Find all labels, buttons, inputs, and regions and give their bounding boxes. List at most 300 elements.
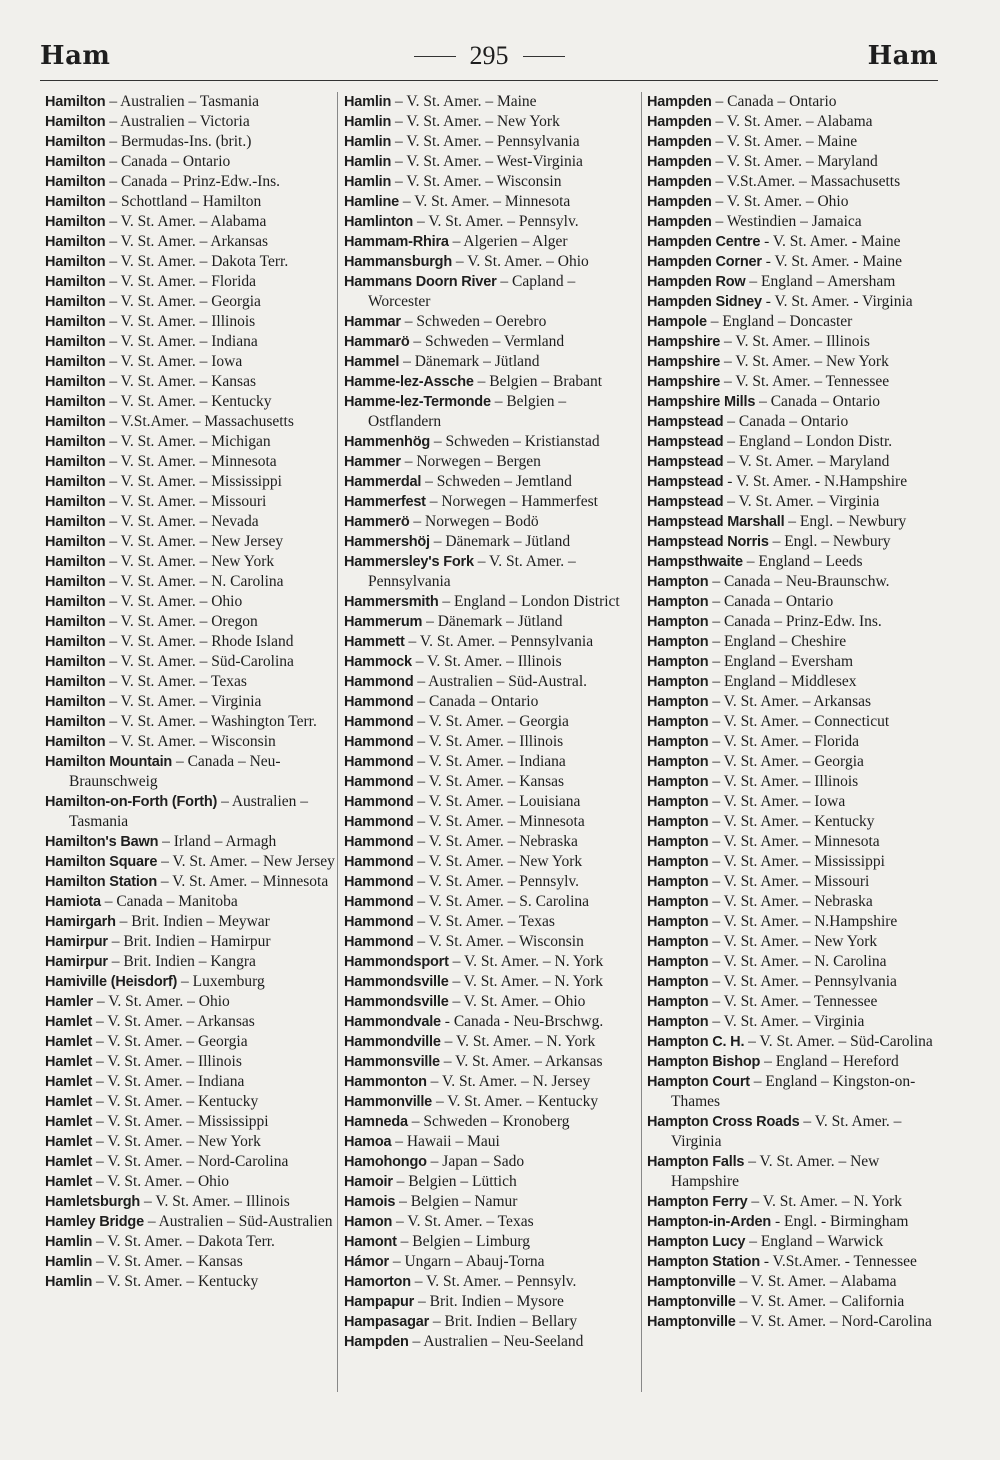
entry-location: – V. St. Amer. – Illinois: [411, 653, 562, 670]
entry-location: – Canada – Prinz-Edw.-Ins.: [105, 173, 281, 190]
entry-location: – V. St. Amer. – Arkansas: [439, 1053, 603, 1070]
gazetteer-entry: [647, 1012, 943, 1032]
entry-term: Hamlinton: [344, 214, 414, 230]
gazetteer-entry: [647, 1272, 943, 1292]
entry-term: Hamilton: [45, 454, 106, 470]
entry-term: Hampton: [647, 794, 709, 810]
entry-term: Hamlet: [45, 1174, 93, 1190]
entry-location: – V. St. Amer. – Nord-Carolina: [92, 1153, 289, 1170]
gazetteer-entry: [45, 1172, 341, 1192]
gazetteer-entry: [344, 252, 640, 272]
entry-term: Hamilton: [45, 514, 106, 530]
gazetteer-entry: [45, 752, 341, 792]
entry-term: Hammondsville: [344, 974, 449, 990]
entry-location: – V. St. Amer. – Maryland: [723, 453, 890, 470]
entry-term: Hamlet: [45, 1074, 93, 1090]
entry-term: Hampton Bishop: [647, 1054, 761, 1070]
entry-location: – V. St. Amer. – Arkansas: [105, 233, 269, 250]
gazetteer-entry: [45, 352, 341, 372]
gazetteer-entry: [45, 1092, 341, 1112]
gazetteer-entry: [45, 1152, 341, 1172]
entry-term: Hampton: [647, 914, 709, 930]
gazetteer-entry: [344, 452, 640, 472]
entry-location: – V. St. Amer. – S. Carolina: [413, 893, 590, 910]
gazetteer-entry: [647, 1152, 943, 1192]
entry-location: – V. St. Amer. – Kentucky: [92, 1093, 259, 1110]
entry-term: Hammett: [344, 634, 405, 650]
gazetteer-entry: [647, 132, 943, 152]
entry-location: – Canada – Ontario: [723, 413, 849, 430]
gazetteer-entry: [45, 732, 341, 752]
entry-term: Hampden Corner: [647, 254, 762, 270]
entry-location: – V. St. Amer. – New York: [92, 1133, 261, 1150]
entry-location: – V. St. Amer. – Pennsylvania: [391, 133, 580, 150]
entry-location: – V. St. Amer. – Maine: [391, 93, 537, 110]
entry-location: – V. St. Amer. – Minnesota: [399, 193, 571, 210]
gazetteer-entry: [45, 412, 341, 432]
entry-location: – England – Cheshire: [708, 633, 847, 650]
gazetteer-entry: [647, 752, 943, 772]
entry-location: – V. St. Amer. – Virginia: [723, 493, 880, 510]
entry-term: Hamilton: [45, 474, 106, 490]
page-number: 295: [469, 41, 509, 70]
entry-location: – Canada – Ontario: [711, 93, 837, 110]
entry-term: Hampton: [647, 854, 709, 870]
entry-term: Hamilton: [45, 374, 106, 390]
entry-location: – Schweden – Vermland: [409, 333, 565, 350]
gazetteer-entry: [45, 672, 341, 692]
entry-location: – Belgien – Lüttich: [392, 1173, 517, 1190]
gazetteer-entry: [344, 992, 640, 1012]
gazetteer-entry: [647, 712, 943, 732]
entry-location: – V. St. Amer. – N.Hampshire: [708, 913, 898, 930]
entry-term: Hamilton: [45, 214, 106, 230]
gazetteer-entry: [45, 652, 341, 672]
page-header: [40, 36, 938, 76]
entry-location: – V. St. Amer. – Virginia: [671, 1113, 902, 1150]
entry-term: Hammerdal: [344, 474, 422, 490]
gazetteer-entry: [647, 492, 943, 512]
entry-location: – V. St. Amer. – Maine: [711, 133, 858, 150]
entry-term: Hampden: [647, 194, 712, 210]
entry-location: – V.St.Amer. – Massachusetts: [105, 413, 294, 430]
entry-term: Hammersmith: [344, 594, 439, 610]
gazetteer-entry: [344, 1232, 640, 1252]
entry-term: Hampton: [647, 694, 709, 710]
entry-term: Hammans Doorn River: [344, 274, 497, 290]
entry-term: Hamilton: [45, 614, 106, 630]
gazetteer-entry: [344, 1152, 640, 1172]
entry-term: Hamoa: [344, 1134, 392, 1150]
gazetteer-entry: [647, 1112, 943, 1152]
entry-location: – V. St. Amer. – Florida: [708, 733, 860, 750]
entry-term: Hamirpur: [45, 934, 108, 950]
entry-location: – England – Hereford: [760, 1053, 899, 1070]
gazetteer-entry: [344, 1032, 640, 1052]
entry-term: Hampton: [647, 734, 709, 750]
entry-location: – V. St. Amer. – Georgia: [413, 713, 569, 730]
entry-term: Hammond: [344, 674, 414, 690]
entry-term: Hammond: [344, 914, 414, 930]
entry-location: – V. St. Amer. – Mississippi: [92, 1113, 269, 1130]
entry-term: Hamilton: [45, 294, 106, 310]
entry-location: – V. St. Amer. – Illinois: [708, 773, 859, 790]
entry-term: Hampstead: [647, 414, 724, 430]
entry-location: – V. St. Amer. – Wisconsin: [391, 173, 562, 190]
entry-location: – V. St. Amer. – Ohio: [92, 1173, 229, 1190]
entry-term: Hammerfest: [344, 494, 426, 510]
entry-term: Hamlin: [344, 94, 392, 110]
column-2: [344, 92, 640, 1352]
entry-location: – England – Middlesex: [708, 673, 857, 690]
entry-location: – England – Doncaster: [706, 313, 853, 330]
entry-location: – V. St. Amer. – Georgia: [105, 293, 261, 310]
entry-location: – Brit. Indien – Bellary: [429, 1313, 578, 1330]
entry-location: – Australien – Victoria: [105, 113, 250, 130]
entry-location: – V. St. Amer. – Illinois: [720, 333, 870, 350]
entry-location: – V. St. Amer. – Washington Terr.: [105, 713, 317, 730]
entry-term: Hamilton's Bawn: [45, 834, 159, 850]
gazetteer-entry: [647, 732, 943, 752]
gazetteer-entry: [647, 252, 943, 272]
gazetteer-entry: [344, 1132, 640, 1152]
entry-term: Hamilton: [45, 494, 106, 510]
entry-location: – V. St. Amer. – Pennsylv.: [413, 213, 579, 230]
gazetteer-entry: [344, 652, 640, 672]
entry-location: – Canada – Ontario: [755, 393, 881, 410]
entry-term: Hamont: [344, 1234, 397, 1250]
gazetteer-entry: [344, 952, 640, 972]
entry-location: – Capland – Worcester: [368, 273, 576, 310]
entry-location: – Engl. – Newbury: [768, 533, 891, 550]
gazetteer-entry: [647, 652, 943, 672]
entry-location: – V. St. Amer. – N. York: [448, 953, 604, 970]
gazetteer-entry: [45, 512, 341, 532]
entry-term: Hamilton: [45, 734, 106, 750]
gazetteer-entry: [45, 952, 341, 972]
entry-location: – Schweden – Kronoberg: [407, 1113, 570, 1130]
gazetteer-entry: [647, 872, 943, 892]
entry-term: Hampton: [647, 934, 709, 950]
gazetteer-entry: [45, 152, 341, 172]
entry-location: – Canada – Neu-Braunschw.: [708, 573, 890, 590]
gazetteer-entry: [45, 92, 341, 112]
entry-location: – V. St. Amer. – Maryland: [711, 153, 878, 170]
entry-term: Hammar: [344, 314, 401, 330]
gazetteer-entry: [647, 972, 943, 992]
entry-location: – V. St. Amer. – New York: [413, 853, 583, 870]
gazetteer-entry: [344, 92, 640, 112]
gazetteer-entry: [647, 1212, 943, 1232]
entry-location: – England – Leeds: [742, 553, 863, 570]
gazetteer-entry: [45, 1252, 341, 1272]
gazetteer-entry: [344, 932, 640, 952]
entry-term: Hamlin: [344, 114, 392, 130]
entry-term: Hamptonville: [647, 1274, 736, 1290]
entry-location: – Westindien – Jamaica: [711, 213, 862, 230]
entry-term: Hampden: [647, 154, 712, 170]
entry-location: – Schweden – Oerebro: [400, 313, 547, 330]
entry-location: - Canada - Neu-Brschwg.: [440, 1013, 604, 1030]
entry-term: Hamilton Square: [45, 854, 158, 870]
entry-location: – V. St. Amer. – Nebraska: [413, 833, 578, 850]
entry-term: Hampton Lucy: [647, 1234, 746, 1250]
entry-term: Hampton: [647, 654, 709, 670]
entry-term: Hamon: [344, 1214, 393, 1230]
entry-location: – Canada – Ontario: [708, 593, 834, 610]
entry-location: – Engl. – Newbury: [784, 513, 907, 530]
entry-location: – Japan – Sado: [426, 1153, 525, 1170]
gazetteer-entry: [344, 632, 640, 652]
entry-term: Hamlin: [45, 1234, 93, 1250]
gazetteer-entry: [344, 672, 640, 692]
gazetteer-entry: [45, 612, 341, 632]
entry-location: – V. St. Amer. – Pennsylv.: [413, 873, 580, 890]
entry-term: Hamilton: [45, 534, 106, 550]
gazetteer-entry: [45, 1132, 341, 1152]
entry-term: Hampshire Mills: [647, 394, 756, 410]
entry-location: – V. St. Amer. – Florida: [105, 273, 257, 290]
entry-location: – V. St. Amer. – Oregon: [105, 613, 258, 630]
entry-location: – V. St. Amer. – Kansas: [413, 773, 565, 790]
gazetteer-entry: [344, 872, 640, 892]
entry-location: – Dänemark – Jütland: [399, 353, 540, 370]
entry-term: Hamilton-on-Forth (Forth): [45, 794, 218, 810]
entry-location: – V. St. Amer. – Louisiana: [413, 793, 581, 810]
entry-location: – V. St. Amer. – Pennsylvania: [404, 633, 594, 650]
gazetteer-entry: [45, 532, 341, 552]
gazetteer-entry: [344, 152, 640, 172]
entry-location: – V. St. Amer. – Arkansas: [92, 1013, 255, 1030]
entry-term: Hampton Cross Roads: [647, 1114, 800, 1130]
gazetteer-entry: [647, 692, 943, 712]
entry-term: Hamlin: [45, 1274, 93, 1290]
entry-term: Hampshire: [647, 354, 721, 370]
gazetteer-entry: [45, 912, 341, 932]
gazetteer-entry: [344, 232, 640, 252]
entry-location: - V. St. Amer. - Virginia: [761, 293, 913, 310]
gazetteer-entry: [344, 1192, 640, 1212]
gazetteer-entry: [344, 352, 640, 372]
gazetteer-entry: [344, 1112, 640, 1132]
column-1: [45, 92, 341, 1292]
entry-term: Hamilton: [45, 274, 106, 290]
gazetteer-entry: [45, 932, 341, 952]
entry-location: – V. St. Amer. – Texas: [413, 913, 555, 930]
gazetteer-entry: [647, 372, 943, 392]
entry-location: – Brit. Indien – Mysore: [414, 1293, 564, 1310]
entry-location: – V. St. Amer. – Pennsylvania: [368, 553, 576, 590]
gazetteer-entry: [647, 952, 943, 972]
gazetteer-entry: [647, 92, 943, 112]
entry-location: – Australien – Süd-Australien: [143, 1213, 333, 1230]
gazetteer-entry: [647, 172, 943, 192]
entry-location: – V. St. Amer. – Nevada: [105, 513, 259, 530]
entry-location: – V. St. Amer. – N. Carolina: [708, 953, 887, 970]
entry-location: – Belgien – Brabant: [473, 373, 603, 390]
entry-term: Hamois: [344, 1194, 396, 1210]
page-number-block: [414, 41, 565, 71]
entry-term: Hamilton: [45, 554, 106, 570]
gazetteer-entry: [45, 392, 341, 412]
entry-location: – England – Eversham: [708, 653, 854, 670]
gazetteer-entry: [344, 172, 640, 192]
entry-location: – V. St. Amer. – Dakota Terr.: [92, 1233, 275, 1250]
entry-term: Hampden: [344, 1334, 409, 1350]
entry-term: Hampton-in-Arden: [647, 1214, 772, 1230]
entry-location: – V. St. Amer. – Illinois: [140, 1193, 290, 1210]
entry-term: Hamilton Station: [45, 874, 157, 890]
entry-location: – V. St. Amer. – Mississippi: [708, 853, 885, 870]
entry-term: Hammondsville: [344, 994, 449, 1010]
gazetteer-entry: [647, 412, 943, 432]
gazetteer-entry: [45, 132, 341, 152]
gazetteer-entry: [647, 932, 943, 952]
entry-term: Hamilton: [45, 334, 106, 350]
gazetteer-entry: [647, 1292, 943, 1312]
gazetteer-entry: [647, 512, 943, 532]
entry-term: Hampton C. H.: [647, 1034, 745, 1050]
running-head-right: Ham: [867, 41, 938, 71]
entry-term: Hampton: [647, 574, 709, 590]
entry-location: – England – London District: [438, 593, 620, 610]
entry-term: Hammond: [344, 934, 414, 950]
entry-location: – V. St. Amer. – Kentucky: [708, 813, 875, 830]
entry-term: Hammam-Rhira: [344, 234, 449, 250]
entry-location: – V. St. Amer. – New Jersey: [105, 533, 284, 550]
gazetteer-entry: [647, 792, 943, 812]
entry-term: Hammershöj: [344, 534, 430, 550]
entry-term: Hampden Sidney: [647, 294, 762, 310]
entry-term: Hamptonville: [647, 1294, 736, 1310]
gazetteer-entry: [344, 1052, 640, 1072]
entry-location: – Schweden – Kristianstad: [430, 433, 600, 450]
entry-term: Hammel: [344, 354, 400, 370]
entry-location: – V. St. Amer. – Süd-Carolina: [105, 653, 294, 670]
entry-term: Hammond: [344, 754, 414, 770]
entry-term: Hampton: [647, 874, 709, 890]
gazetteer-entry: [344, 912, 640, 932]
entry-location: – V. St. Amer. – Missouri: [708, 873, 870, 890]
entry-location: – V. St. Amer. – Wisconsin: [105, 733, 276, 750]
gazetteer-entry: [344, 312, 640, 332]
entry-term: Hampton Court: [647, 1074, 750, 1090]
entry-location: – England – Warwick: [745, 1233, 884, 1250]
entry-term: Hampton: [647, 894, 709, 910]
gazetteer-entry: [647, 452, 943, 472]
entry-term: Hamley Bridge: [45, 1214, 144, 1230]
gazetteer-entry: [344, 772, 640, 792]
entry-term: Hamilton: [45, 714, 106, 730]
entry-term: Hammersley's Fork: [344, 554, 474, 570]
gazetteer-entry: [647, 852, 943, 872]
gazetteer-entry: [344, 332, 640, 352]
entry-location: – V. St. Amer. – Nord-Carolina: [735, 1313, 932, 1330]
gazetteer-entry: [344, 812, 640, 832]
gazetteer-entry: [647, 1032, 943, 1052]
entry-term: Hammond: [344, 774, 414, 790]
entry-location: – V. St. Amer. – Wisconsin: [413, 933, 584, 950]
entry-term: Hammerum: [344, 614, 423, 630]
entry-location: – Schweden – Jemtland: [421, 473, 572, 490]
entry-location: - V. St. Amer. - N.Hampshire: [723, 473, 908, 490]
entry-term: Hamohongo: [344, 1154, 427, 1170]
gazetteer-entry: [45, 332, 341, 352]
entry-location: – Belgien – Ostflandern: [368, 393, 567, 430]
gazetteer-entry: [45, 692, 341, 712]
gazetteer-entry: [647, 532, 943, 552]
entry-location: – V. St. Amer. – N. York: [440, 1033, 596, 1050]
entry-location: – V. St. Amer. – N. York: [448, 973, 604, 990]
entry-term: Hampshire: [647, 334, 721, 350]
entry-term: Hampstead: [647, 494, 724, 510]
entry-location: - V. St. Amer. - Maine: [760, 233, 901, 250]
gazetteer-entry: [647, 572, 943, 592]
entry-term: Hammond: [344, 894, 414, 910]
entry-location: – V. St. Amer. – New York: [105, 553, 275, 570]
gazetteer-entry: [45, 252, 341, 272]
entry-location: – V. St. Amer. – Ohio: [105, 593, 243, 610]
entry-location: - V.St.Amer. - Tennessee: [760, 1253, 917, 1270]
entry-location: – Schottland – Hamilton: [105, 193, 262, 210]
gazetteer-entry: [344, 1172, 640, 1192]
gazetteer-entry: [344, 472, 640, 492]
entry-term: Hamlet: [45, 1154, 93, 1170]
entry-location: – V. St. Amer. – Illinois: [413, 733, 564, 750]
entry-location: – V. St. Amer. – Virginia: [105, 693, 262, 710]
entry-term: Hampden Centre: [647, 234, 761, 250]
entry-location: – V. St. Amer. – Pennsylv.: [410, 1273, 577, 1290]
entry-location: – V. St. Amer. – Rhode Island: [105, 633, 294, 650]
entry-location: – Australien – Süd-Austral.: [413, 673, 587, 690]
entry-term: Hamilton Mountain: [45, 754, 173, 770]
entry-term: Hamilton: [45, 414, 106, 430]
entry-location: – V. St. Amer. – Ohio: [92, 993, 230, 1010]
entry-term: Hamirgarh: [45, 914, 116, 930]
gazetteer-entry: [344, 1092, 640, 1112]
entry-location: - Engl. - Birmingham: [771, 1213, 909, 1230]
entry-location: – V. St. Amer. – Kentucky: [105, 393, 272, 410]
column-divider-2: [641, 92, 642, 1392]
entry-term: Hampden: [647, 174, 712, 190]
entry-location: – V. St. Amer. – Virginia: [708, 1013, 865, 1030]
entry-term: Hammond: [344, 694, 414, 710]
entry-term: Hamlin: [344, 134, 392, 150]
entry-location: – Dänemark – Jütland: [422, 613, 563, 630]
entry-location: – V. St. Amer. – Tennessee: [720, 373, 890, 390]
entry-term: Hampstead: [647, 474, 724, 490]
entry-location: – Brit. Indien – Hamirpur: [107, 933, 271, 950]
entry-term: Hampton Station: [647, 1254, 760, 1270]
entry-term: Hammer: [344, 454, 401, 470]
entry-location: – V. St. Amer. – Illinois: [105, 313, 256, 330]
entry-term: Hamlet: [45, 1094, 93, 1110]
gazetteer-entry: [647, 1252, 943, 1272]
entry-term: Hamilton: [45, 134, 106, 150]
entry-term: Hamline: [344, 194, 400, 210]
gazetteer-entry: [647, 392, 943, 412]
gazetteer-entry: [45, 892, 341, 912]
gazetteer-entry: [45, 632, 341, 652]
entry-location: – V. St. Amer. – Indiana: [92, 1073, 245, 1090]
gazetteer-entry: [344, 192, 640, 212]
gazetteer-entry: [45, 712, 341, 732]
entry-term: Hamme-lez-Assche: [344, 374, 474, 390]
entry-location: – V. St. Amer. – Connecticut: [708, 713, 890, 730]
entry-term: Hamirpur: [45, 954, 108, 970]
gazetteer-entry: [45, 432, 341, 452]
entry-term: Hamilton: [45, 434, 106, 450]
